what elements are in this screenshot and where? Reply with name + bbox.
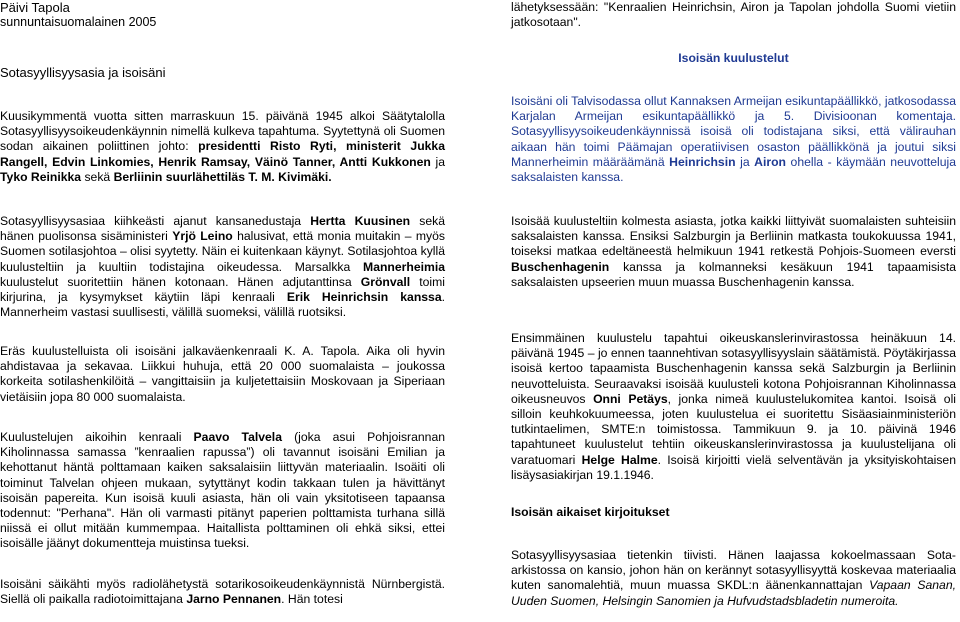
person-name: Erik Heinrichsin kanssa — [286, 290, 442, 305]
text-run: Sotasyyllisyysasiaa kiihkeästi ajanut kansanedustaja — [0, 214, 311, 228]
person-name: Jarno Pennanen — [186, 592, 282, 607]
text-run: Isoisäni oli Talvisodassa ollut Kannaksen Armeijan esikuntapäällikkö, jatkosodassa Karjalan Armeijan esikuntapäällikkö ja 5. Divisioonan komentaja. Sotasyyllisyysoikeudenkäynnissä isoisä oli todistajana siksi, että välirauhan aikaan hän toimi Päämajan operatiivisen osaston päällikkönä ja joutui siksi Mannerheimin määräämänä — [511, 94, 956, 169]
text-run: . Hän totesi — [281, 592, 343, 607]
section-heading-writings: Isoisän aikaiset kirjoitukset — [511, 505, 670, 519]
text-run: sekä — [81, 169, 114, 184]
person-name: Paavo Talvela — [193, 430, 282, 444]
paragraph-three-matters — [511, 214, 956, 290]
text-run: Kuulustelujen aikoihin kenraali — [0, 430, 194, 444]
author-name: Päivi Tapola — [0, 0, 70, 15]
paragraph-tapola — [0, 344, 445, 405]
text-run: Sotasyyllisyysasiaa tietenkin tiivisti. Hänen laajassa kokoelmassaan Sota-arkistossa on kansio, johon hän on kerännyt sotasyyllisyyttä koskevaa materiaalia kuten sanomalehtiä, muun muassa SKDL:n äänenkannattajan — [511, 548, 956, 593]
paragraph-first-interrogation — [511, 331, 956, 483]
person-name: Buschenhagenin — [511, 259, 610, 274]
text-run: (joka asui Pohjoisrannan Kiholinnassa samassa ”kenraalien rapussa”) oli tavannut isoisäni Emilian ja kehottanut häntä polttamaan kaiken saksalaisiin liittyvän materiaalin. Isoäiti oli toiminut Talvelan ohjeen mukaan, sytyttänyt kodin takkaan tulen ja hävittänyt isoisän papereita. Kun isoisä kuuli asiasta, hän oli vain yksitotiseen tapaansa todennut: "Perhana". Hän oli varmasti pitänyt paperien polttamista turhana sillä niissä ei ollut mitään kummempaa. Haitallista polttaminen oli ehkä siksi, ettei isoisälle jäänyt dokumentteja muistinsa tueksi. — [0, 430, 446, 551]
text-run: ja — [735, 154, 755, 169]
text-run: ja — [430, 154, 445, 169]
person-name: Heinrichsin — [669, 154, 736, 169]
text-run: . Isoisä kirjoitti vielä selventävän ja yksityiskohtaisen lisäysasiakirjan 19.1.1946. — [511, 452, 956, 482]
person-name: Hertta Kuusinen — [310, 214, 411, 228]
person-name: Mannerheimia — [363, 259, 445, 274]
paragraph-career — [511, 94, 956, 185]
text-run: Eräs kuulustelluista oli isoisäni jalkaväenkenraali K. A. Tapola. Aika oli hyvin ahdistavaa ja sekavaa. Liikkui huhuja, että 20 000 suomalaista – joukossa korkeita sotilashenkilöitä – vangittaisiin ja kuljetettaisiin Moskovaan ja Siperiaan vietäisiin jopa 80 000 suomalaista. — [0, 344, 445, 404]
person-name: Yrjö Leino — [172, 229, 233, 244]
person-name: Airon — [754, 154, 786, 169]
article-header — [0, 0, 445, 30]
person-name: Helge Halme — [581, 452, 658, 467]
defendants-names: presidentti Risto Ryti, ministerit Jukka Rangell, Edvin Linkomies, Henrik Ramsay, Väinö Tanner, Antti Kukkonen — [0, 139, 445, 169]
article-title: Sotasyyllisyysasia ja isoisäni — [0, 65, 166, 80]
paragraph-prosecution — [0, 214, 445, 320]
paragraph-intro — [0, 109, 445, 185]
text-run: Isoisäni säikähti myös radiolähetystä sotarikosoikeudenkäynnistä Nürnbergistä. Siellä oli paikalla radiotoimittajana — [0, 577, 445, 607]
defendant-name: Tyko Reinikka — [0, 169, 82, 184]
article-subtitle: sunnuntaisuomalainen 2005 — [0, 15, 157, 30]
text-run: Isoisää kuulusteltiin kolmesta asiasta, jotka kaikki liittyivät suomalaisten suhteisiin saksalaisten kanssa. Ensiksi Salzburgin ja Berliinin matkasta toukokuussa 1941, toiseksi matkaa edeltäneestä helmikuun 1941 retkestä Pohjois-Suomeen eversti — [511, 214, 956, 259]
paragraph-talvela — [0, 430, 445, 552]
right-column — [511, 0, 956, 622]
text-run: . Mannerheim vastasi suullisesti, välillä suomeksi, välillä ruotsiksi. — [0, 290, 445, 320]
text-run: kuulustelut suoritettiin hänen kotonaan. Hänen adjutanttinsa — [0, 274, 361, 289]
text-run: Kuusikymmentä vuotta sitten marraskuun 15. päivänä 1945 alkoi Säätytalolla Sotasyyllisyysoikeudenkäynnin nimellä kulkeva tapahtuma. Syytettynä oli Suomen sodan aikainen poliittinen johto: — [0, 109, 445, 154]
text-run: , jonka nimeä kuulustelukomitea kantoi. Isoisä oli silloin keuhkokuumeessa, joten kuulustelua ei suoritettu Sisäasiainministeriön tutkintaelimen, SMTE:n toimistossa. Tammikuun 9. ja 10. päivinä 1946 tapahtuneet kuulustelut tehtiin oikeuskanslerinvirastossa ja kuulustelijana oli varatuomari — [511, 391, 956, 467]
person-name: Grönvall — [360, 274, 411, 289]
paragraph-nurnberg — [0, 577, 445, 607]
section-heading-interrogations: Isoisän kuulustelut — [678, 51, 789, 65]
newspaper-names: Vapaan Sanan, Uuden Suomen, Helsingin Sanomien ja Hufvudstadsbladetin numeroita. — [511, 578, 956, 608]
person-name: Onni Petäys — [593, 391, 668, 406]
text-run: kanssa ja kolmanneksi kesäkuun 1941 tapaamisista saksalaisten upseerien muun muassa Buschenhagenin kanssa. — [511, 259, 956, 289]
paragraph-broadcast — [511, 0, 956, 30]
paragraph-writings — [511, 548, 956, 609]
text-run: toimi kirjurina, ja kysymykset käytiin läpi kenraali — [0, 274, 445, 305]
defendant-name: Berliinin suurlähettiläs T. M. Kivimäki. — [113, 169, 332, 184]
text-run: halusivat, että monia muitakin – myös Suomen sotilasjohtoa – olisi syytetty. Näin ei kuitenkaan käynyt. Sotilasjohtoa kyllä kuulusteltiin ja kuultiin todistajina oikeudessa. Marsalkka — [0, 229, 445, 274]
text-run: sekä hänen puolisonsa sisäministeri — [0, 214, 445, 244]
text-run: lähetyksessään: "Kenraalien Heinrichsin, Airon ja Tapolan johdolla Suomi vietiin jatkosotaan". — [511, 0, 956, 30]
text-run: ohella - käymään neuvotteluja saksalaisten kanssa. — [511, 154, 957, 185]
left-column — [0, 0, 445, 622]
text-run: Ensimmäinen kuulustelu tapahtui oikeuskanslerinvirastossa heinäkuun 14. päivänä 1945 – jo ennen taannehtivan sotasyyllisyyslain säätämistä. Pöytäkirjassa isoisä kertoo tapaamista Buschenhagenin kanssa sekä Salzburgin ja Berliinin neuvotteluista. Seuraavaksi isoisää kuulusteli kotona Pohjoisrannan Kiholinnassa oikeusneuvos — [511, 331, 956, 406]
